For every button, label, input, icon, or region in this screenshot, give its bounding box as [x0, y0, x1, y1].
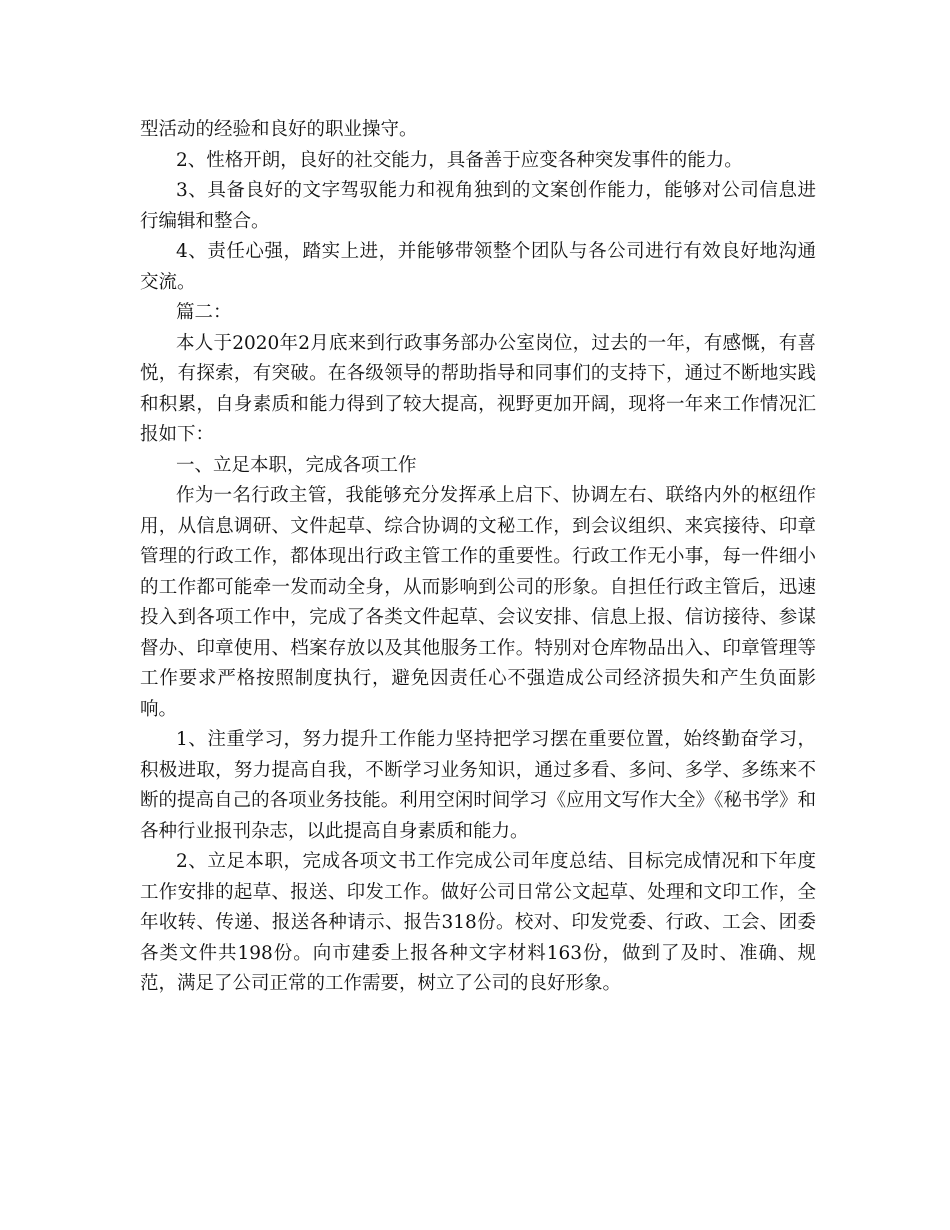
paragraph-document-work: 2、立足本职，完成各项文书工作完成公司年度总结、目标完成情况和下年度工作安排的起草、报送、印发工作。做好公司日常公文起草、处理和文印工作，全年收转、传递、报送各种请示、报告318份。校对、印发党委、行政、工会、团委各类文件共198份。向市建委上报各种文字材料163份，做到了及时、准确、规范，满足了公司正常的工作需要，树立了公司的良好形象。	[140, 851, 816, 994]
paragraph-introduction: 本人于2020年2月底来到行政事务部办公室岗位，过去的一年，有感慨，有喜悦，有探索，有突破。在各级领导的帮助指导和同事们的支持下，通过不断地实践和积累，自身素质和能力得到了较大提高，视野更加开阔，现将一年来工作情况汇报如下：	[140, 332, 816, 445]
section-heading-part-two: 篇二：	[176, 302, 232, 323]
document-body	[140, 115, 816, 1000]
paragraph-requirement-4: 4、责任心强，踏实上进，并能够带领整个团队与各公司进行有效良好地沟通交流。	[140, 241, 816, 293]
paragraph-requirement-3: 3、具备良好的文字驾驭能力和视角独到的文案创作能力，能够对公司信息进行编辑和整合。	[140, 180, 816, 232]
paragraph-requirement-2: 2、性格开朗，良好的社交能力，具备善于应变各种突发事件的能力。	[176, 149, 743, 171]
paragraph-continuation: 型活动的经验和良好的职业操守。	[140, 119, 418, 140]
paragraph-admin-duties: 作为一名行政主管，我能够充分发挥承上启下、协调左右、联络内外的枢纽作用，从信息调研、文件起草、综合协调的文秘工作，到会议组织、来宾接待、印章管理的行政工作，都体现出行政主管工作的重要性。行政工作无小事，每一件细小的工作都可能牵一发而动全身，从而影响到公司的形象。自担任行政主管后，迅速投入到各项工作中，完成了各类文件起草、会议安排、信息上报、信访接待、参谋督办、印章使用、档案存放以及其他服务工作。特别对仓库物品出入、印章管理等工作要求严格按照制度执行，避免因责任心不强造成公司经济损失和产生负面影响。	[140, 485, 816, 720]
paragraph-study-focus: 1、注重学习，努力提升工作能力坚持把学习摆在重要位置，始终勤奋学习，积极进取，努力提高自我，不断学习业务知识，通过多看、多问、多学、多练来不断的提高自己的各项业务技能。利用空闲时间学习《应用文写作大全》《秘书学》和各种行业报刊杂志，以此提高自身素质和能力。	[140, 729, 816, 842]
heading-section-one: 一、立足本职，完成各项工作	[176, 454, 417, 476]
